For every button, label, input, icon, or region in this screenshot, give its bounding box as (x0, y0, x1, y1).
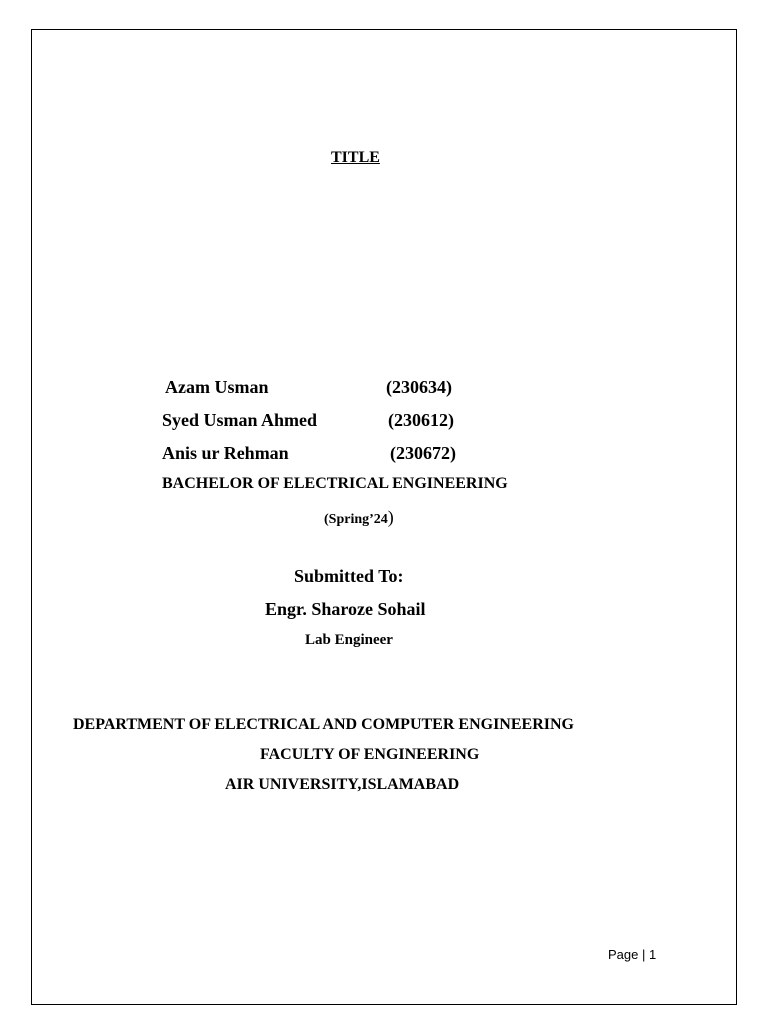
degree-program: BACHELOR OF ELECTRICAL ENGINEERING (162, 475, 508, 492)
session-text: (Spring’24 (324, 512, 388, 527)
engineer-name: Engr. Sharoze Sohail (265, 599, 426, 619)
faculty-name: FACULTY OF ENGINEERING (260, 746, 480, 763)
page-number-footer: Page | 1 (608, 947, 657, 962)
department-name: DEPARTMENT OF ELECTRICAL AND COMPUTER ENGINEERING (73, 716, 574, 733)
submitted-to-label: Submitted To: (294, 566, 404, 586)
engineer-role: Lab Engineer (305, 632, 393, 648)
student-roll-number: (230612) (388, 410, 454, 430)
session-term (324, 507, 394, 528)
student-name: Syed Usman Ahmed (162, 410, 318, 430)
student-name: Azam Usman (165, 377, 269, 397)
document-title: TITLE (331, 149, 380, 166)
student-roll-number: (230634) (386, 377, 452, 397)
student-name: Anis ur Rehman (162, 443, 289, 463)
student-roll-number: (230672) (390, 443, 456, 463)
session-close-paren: ) (387, 507, 394, 527)
university-name: AIR UNIVERSITY,ISLAMABAD (225, 776, 460, 793)
